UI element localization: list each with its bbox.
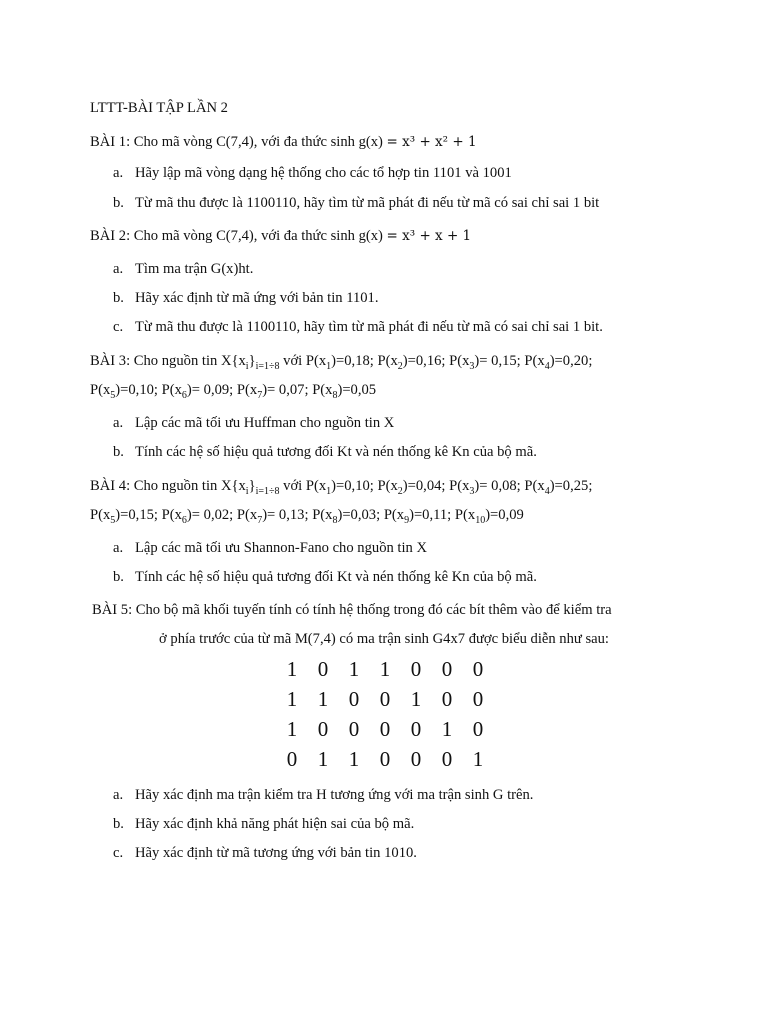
bai1-item-b: [113, 193, 728, 213]
list-marker: b.: [113, 444, 124, 460]
list-marker: b.: [113, 195, 124, 211]
matrix-cell: 1: [317, 687, 329, 711]
list-marker: a.: [113, 540, 124, 556]
matrix-cell: 0: [348, 717, 360, 741]
matrix-cell: 1: [286, 687, 298, 711]
probability-term: $P(x_4)=0,20$;: [524, 353, 593, 372]
matrix-cell: 0: [441, 687, 453, 711]
matrix-cell: 0: [472, 687, 484, 711]
matrix-cell: 1: [410, 687, 422, 711]
bai2-heading-text: BÀI 2: Cho mã vòng C(7,4), với đa thức sinh g(x): [90, 228, 387, 244]
matrix-cell: 0: [410, 747, 422, 771]
generator-matrix: [280, 654, 490, 774]
subscript: i: [245, 485, 249, 497]
probability-term: $P(x_3)= 0,08$;: [449, 478, 521, 497]
bai4-item-b: [113, 567, 728, 587]
probability-term: $P(x_5)=0,15$;: [90, 507, 158, 526]
bai3-probs-line2: [90, 382, 377, 401]
brace: }: [248, 353, 256, 369]
bai3-line2: [90, 380, 728, 400]
bai4-line1: BÀI 4: Cho nguồn tin $X\{x_i\}_{i=1\div 8}$ với $P(x_1)=0,10$; $P(x_2)=0,04$; $P(x_3)= 0,08$; $P(x_4)=0,25$;: [90, 478, 593, 497]
bai5-item-c: [113, 843, 728, 863]
list-item-text: Lập các mã tối ưu Shannon-Fano cho nguồn tin X: [135, 540, 428, 556]
list-item-text: Hãy xác định từ mã ứng với bản tin 1101.: [135, 290, 379, 306]
matrix-row: [280, 684, 490, 714]
list-item-text: Từ mã thu được là 1100110, hãy tìm từ mã phát đi nếu từ mã có sai chỉ sai 1 bit.: [135, 319, 603, 335]
probability-term: $P(x_7)= 0,13$;: [236, 507, 309, 526]
matrix-cell: 1: [348, 657, 360, 681]
list-marker: a.: [113, 787, 124, 803]
bai4-prefix: BÀI 4: Cho nguồn tin X{x: [90, 478, 246, 494]
matrix-cell: 1: [472, 747, 484, 771]
list-marker: a.: [113, 415, 124, 431]
range-subscript: i=1÷8: [255, 360, 280, 372]
list-marker: b.: [113, 290, 124, 306]
list-marker: a.: [113, 165, 124, 181]
probability-term: $P(x_9)=0,11$;: [383, 507, 452, 526]
bai2-item-c: [113, 317, 728, 337]
probability-term: $P(x_5)=0,10$;: [90, 382, 158, 401]
bai4-line2: [90, 505, 728, 525]
matrix-cell: 0: [317, 717, 329, 741]
subscript: i: [245, 360, 249, 372]
probability-term: $P(x_4)=0,25$;: [524, 478, 593, 497]
list-marker: b.: [113, 816, 124, 832]
matrix-row: [280, 714, 490, 744]
bai3-item-a: [113, 413, 728, 433]
list-marker: b.: [113, 569, 124, 585]
bai2-heading: [90, 226, 728, 246]
matrix-cell: 0: [348, 687, 360, 711]
matrix-cell: 0: [286, 747, 298, 771]
matrix-row: [280, 654, 490, 684]
matrix-cell: 0: [379, 747, 391, 771]
bai3-prefix: BÀI 3: Cho nguồn tin X{x: [90, 353, 246, 369]
brace: }: [248, 478, 256, 494]
list-marker: c.: [113, 319, 124, 335]
list-item-text: Hãy xác định từ mã tương ứng với bản tin 1010.: [135, 845, 417, 861]
matrix-cell: 1: [286, 717, 298, 741]
probability-term: $P(x_2)=0,16$;: [377, 353, 446, 372]
bai2-item-b: [113, 288, 728, 308]
matrix-cell: 0: [472, 717, 484, 741]
matrix-cell: 0: [472, 657, 484, 681]
list-item-text: Lập các mã tối ưu Huffman cho nguồn tin X: [135, 415, 395, 431]
matrix-cell: 1: [286, 657, 298, 681]
list-item-text: Tính các hệ số hiệu quả tương đối Kt và nén thống kê Kn của bộ mã.: [135, 569, 537, 585]
bai3-line1: BÀI 3: Cho nguồn tin $X\{x_i\}_{i=1\div 8}$ với $P(x_1)=0,18$; $P(x_2)=0,16$; $P(x_3)= 0,15$; $P(x_4)=0,20$;: [90, 353, 593, 372]
probability-term: $P(x_7)= 0,07$;: [236, 382, 309, 401]
list-item-text: Hãy lập mã vòng dạng hệ thống cho các tổ hợp tin 1101 và 1001: [135, 165, 512, 181]
bai4-probs-line2: [90, 507, 524, 526]
bai1-item-a: [113, 163, 728, 183]
matrix-cell: 1: [317, 747, 329, 771]
list-item-text: Tìm ma trận G(x)ht.: [135, 261, 254, 277]
bai5-line2: ở phía trước của từ mã M(7,4) có ma trận sinh G4x7 được biểu diễn như sau:: [159, 631, 609, 647]
matrix-row: [280, 744, 490, 774]
matrix-cell: 1: [348, 747, 360, 771]
bai5-line1: BÀI 5: Cho bộ mã khối tuyến tính có tính hệ thống trong đó các bít thêm vào để kiểm tra: [92, 602, 612, 618]
bai1-heading: [90, 132, 728, 152]
probability-term: $P(x_3)= 0,15$;: [449, 353, 521, 372]
bai3-item-b: [113, 442, 728, 462]
list-item-text: Tính các hệ số hiệu quả tương đối Kt và nén thống kê Kn của bộ mã.: [135, 444, 537, 460]
range-subscript: i=1÷8: [255, 485, 280, 497]
bai4-item-a: [113, 538, 728, 558]
probability-term: $P(x_2)=0,04$;: [377, 478, 446, 497]
matrix-cell: 0: [410, 717, 422, 741]
bai1-heading-text: BÀI 1: Cho mã vòng C(7,4), với đa thức sinh g(x): [90, 134, 387, 150]
matrix-cell: 0: [317, 657, 329, 681]
matrix-cell: 0: [410, 657, 422, 681]
bai5-item-a: [113, 785, 728, 805]
list-item-text: Từ mã thu được là 1100110, hãy tìm từ mã phát đi nếu từ mã có sai chỉ sai 1 bit: [135, 195, 600, 211]
document-title: LTTT-BÀI TẬP LẦN 2: [90, 100, 228, 116]
probability-term: $P(x_1)=0,18$;: [305, 353, 374, 372]
matrix-cell: 1: [379, 657, 391, 681]
matrix-cell: 0: [379, 687, 391, 711]
list-marker: a.: [113, 261, 124, 277]
probability-term: $P(x_6)= 0,09$;: [161, 382, 234, 401]
matrix-cell: 0: [441, 657, 453, 681]
list-item-text: Hãy xác định khả năng phát hiện sai của bộ mã.: [135, 816, 415, 832]
matrix-cell: 1: [441, 717, 453, 741]
probability-term: $P(x_8)=0,03$;: [312, 507, 381, 526]
list-marker: c.: [113, 845, 124, 861]
probability-term: $P(x_8)=0,05$: [312, 382, 377, 401]
list-item-text: Hãy xác định ma trận kiểm tra H tương ứng với ma trận sinh G trên.: [135, 787, 534, 803]
bai2-item-a: [113, 259, 728, 279]
bai1-formula: = x³ + x² + 1: [386, 134, 477, 150]
probability-term: $P(x_6)= 0,02$;: [161, 507, 234, 526]
probability-term: $P(x_{10})=0,09$: [454, 507, 524, 526]
bai5-item-b: [113, 814, 728, 834]
matrix-cell: 0: [441, 747, 453, 771]
bai2-formula: = x³ + x + 1: [386, 228, 472, 244]
matrix-cell: 0: [379, 717, 391, 741]
probability-term: $P(x_1)=0,10$;: [305, 478, 374, 497]
